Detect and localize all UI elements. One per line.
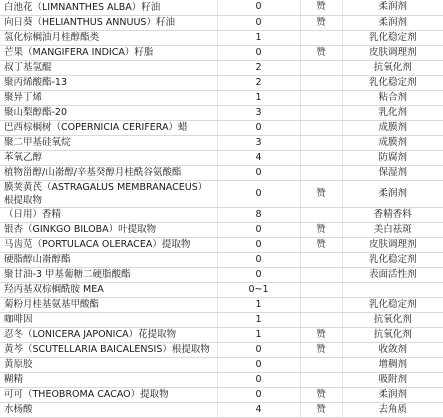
ingredient-purpose: 表面活性剂 xyxy=(342,267,443,282)
table-row xyxy=(0,60,443,75)
safety-score: 3 xyxy=(217,135,300,150)
safety-score: 4 xyxy=(217,402,300,417)
safety-score: 0 xyxy=(217,15,300,30)
acne-flag xyxy=(300,90,342,105)
safety-score: 0 xyxy=(217,372,300,387)
acne-flag xyxy=(300,282,342,297)
ingredient-purpose: 美白祛斑 xyxy=(342,222,443,237)
table-row xyxy=(0,75,443,90)
acne-flag xyxy=(300,165,342,180)
ingredient-name-text: 苯氧乙醇 xyxy=(4,152,43,163)
ingredient-name-text: 糊精 xyxy=(4,374,24,385)
acne-flag: 赞 xyxy=(300,180,342,207)
table-row xyxy=(0,252,443,267)
ingredient-name-text: 菊粉月桂基氨基甲酸酯 xyxy=(4,299,100,310)
ingredient-name-text: 黄芩（SCUTELLARIA BAICALENSIS）根提取物 xyxy=(4,344,210,355)
safety-score: 1 xyxy=(217,312,300,327)
safety-score: 1 xyxy=(217,30,300,45)
ingredient-purpose: 抗氧化剂 xyxy=(342,327,443,342)
safety-score: 0 xyxy=(217,267,300,282)
ingredient-purpose xyxy=(342,282,443,297)
safety-score: 3 xyxy=(217,105,300,120)
ingredient-name xyxy=(0,357,217,372)
ingredient-name-text: 可可（THEOBROMA CACAO）提取物 xyxy=(4,389,169,400)
table-row xyxy=(0,222,443,237)
table-row xyxy=(0,207,443,222)
ingredient-name xyxy=(0,372,217,387)
acne-flag xyxy=(300,120,342,135)
safety-score: 0 xyxy=(217,222,300,237)
ingredient-name-text: 膜荚黄芪（ASTRAGALUS MEMBRANACEUS） xyxy=(4,181,208,193)
acne-flag xyxy=(300,60,342,75)
ingredient-name xyxy=(0,30,217,45)
ingredient-purpose: 香精香料 xyxy=(342,207,443,222)
safety-score: 0 xyxy=(217,180,300,207)
safety-score: 0 xyxy=(217,252,300,267)
table-row xyxy=(0,150,443,165)
ingredient-name-text: 植物甾醇/山嵛醇/辛基癸醇月桂酰谷氨酸酯 xyxy=(4,167,182,178)
table-row xyxy=(0,267,443,282)
safety-score: 0 xyxy=(217,165,300,180)
acne-flag: 赞 xyxy=(300,222,342,237)
ingredient-name xyxy=(0,120,217,135)
acne-flag xyxy=(300,105,342,120)
ingredient-purpose: 柔润剂 xyxy=(342,387,443,402)
acne-flag: 赞 xyxy=(300,342,342,357)
ingredient-name-text: 聚山梨醇酯-20 xyxy=(4,107,68,118)
table-row xyxy=(0,135,443,150)
table-row xyxy=(0,237,443,252)
ingredient-purpose: 柔润剂 xyxy=(342,180,443,207)
ingredient-purpose: 增稠剂 xyxy=(342,357,443,372)
ingredient-name-text: 聚异丁烯 xyxy=(4,92,43,103)
ingredient-name-text: 向日葵（HELIANTHUS ANNUUS）籽油 xyxy=(4,17,175,28)
ingredient-purpose: 防腐剂 xyxy=(342,150,443,165)
safety-score: 1 xyxy=(217,327,300,342)
ingredient-purpose: 乳化稳定剂 xyxy=(342,75,443,90)
ingredient-name xyxy=(0,75,217,90)
table-row xyxy=(0,45,443,60)
ingredient-name xyxy=(0,165,217,180)
ingredient-purpose: 柔润剂 xyxy=(342,15,443,30)
table-row xyxy=(0,30,443,45)
safety-score: 0 xyxy=(217,237,300,252)
table-row xyxy=(0,282,443,297)
acne-flag xyxy=(300,207,342,222)
ingredient-purpose: 抗氧化剂 xyxy=(342,312,443,327)
table-row xyxy=(0,387,443,402)
safety-score: 0 xyxy=(217,342,300,357)
acne-flag: 赞 xyxy=(300,387,342,402)
acne-flag xyxy=(300,135,342,150)
table-row xyxy=(0,15,443,30)
safety-score: 0 xyxy=(217,45,300,60)
acne-flag xyxy=(300,30,342,45)
table-row xyxy=(0,165,443,180)
ingredient-name xyxy=(0,402,217,417)
safety-score: 2 xyxy=(217,75,300,90)
table-row xyxy=(0,297,443,312)
table-row xyxy=(0,327,443,342)
ingredient-name-text: 马齿苋（PORTULACA OLERACEA）提取物 xyxy=(4,239,191,250)
ingredient-name xyxy=(0,0,217,15)
ingredient-name-text: 聚二甲基硅氧烷 xyxy=(4,137,71,148)
acne-flag xyxy=(300,357,342,372)
ingredient-name-text: 咖啡因 xyxy=(4,314,33,325)
ingredient-name xyxy=(0,282,217,297)
ingredient-name xyxy=(0,135,217,150)
safety-score: 0 xyxy=(217,387,300,402)
ingredient-name xyxy=(0,387,217,402)
ingredient-name-text: 忍冬（LONICERA JAPONICA）花提取物 xyxy=(4,329,177,340)
acne-flag: 赞 xyxy=(300,402,342,417)
ingredient-purpose: 去角质 xyxy=(342,402,443,417)
ingredient-purpose: 成膜剂 xyxy=(342,120,443,135)
ingredient-name-text: 白池花（LIMNANTHES ALBA）籽油 xyxy=(4,1,161,13)
ingredient-name xyxy=(0,105,217,120)
table-row xyxy=(0,342,443,357)
ingredient-name xyxy=(0,237,217,252)
acne-flag xyxy=(300,372,342,387)
ingredient-purpose: 收敛剂 xyxy=(342,342,443,357)
ingredient-name-text: 黄原胶 xyxy=(4,359,33,370)
acne-flag: 赞 xyxy=(300,0,342,15)
ingredient-name-text: 聚甘油-3 甲基葡糖二硬脂酸酯 xyxy=(4,269,131,280)
ingredient-name xyxy=(0,180,217,207)
ingredient-purpose: 皮肤调理剂 xyxy=(342,45,443,60)
acne-flag: 赞 xyxy=(300,327,342,342)
ingredient-purpose: 成膜剂 xyxy=(342,135,443,150)
acne-flag xyxy=(300,252,342,267)
ingredient-name xyxy=(0,252,217,267)
table-row xyxy=(0,0,443,15)
table-row xyxy=(0,90,443,105)
table-row xyxy=(0,357,443,372)
ingredient-name xyxy=(0,312,217,327)
ingredient-name xyxy=(0,267,217,282)
safety-score: 0 xyxy=(217,0,300,15)
safety-score: 4 xyxy=(217,150,300,165)
table-row xyxy=(0,372,443,387)
ingredient-name-text: 芒果（MANGIFERA INDICA）籽脂 xyxy=(4,47,154,58)
ingredient-purpose: 吸附剂 xyxy=(342,372,443,387)
safety-score: 2 xyxy=(217,60,300,75)
ingredient-name-text: 银杏（GINKGO BILOBA）叶提取物 xyxy=(4,224,157,235)
ingredient-name xyxy=(0,15,217,30)
safety-score: 0 xyxy=(217,120,300,135)
ingredient-purpose: 乳化稳定剂 xyxy=(342,252,443,267)
ingredient-name xyxy=(0,222,217,237)
ingredient-name xyxy=(0,45,217,60)
safety-score: 0 xyxy=(217,357,300,372)
acne-flag xyxy=(300,150,342,165)
ingredient-name xyxy=(0,90,217,105)
ingredient-name-text: 羟丙基双棕榈酰胺 MEA xyxy=(4,284,104,295)
ingredient-purpose: 抗氧化剂 xyxy=(342,60,443,75)
acne-flag xyxy=(300,312,342,327)
acne-flag: 赞 xyxy=(300,237,342,252)
acne-flag xyxy=(300,297,342,312)
ingredient-name-text: 氢化棕榈油月桂醇酯类 xyxy=(4,32,100,43)
safety-score: 0~1 xyxy=(217,282,300,297)
ingredient-name xyxy=(0,342,217,357)
ingredient-name-text: 水杨酸 xyxy=(4,404,33,415)
ingredient-name-text: （日用）香精 xyxy=(4,209,62,220)
acne-flag xyxy=(300,75,342,90)
ingredient-purpose: 柔润剂 xyxy=(342,0,443,15)
table-row xyxy=(0,312,443,327)
ingredient-purpose: 乳化稳定剂 xyxy=(342,30,443,45)
acne-flag xyxy=(300,267,342,282)
safety-score: 1 xyxy=(217,297,300,312)
ingredient-name xyxy=(0,207,217,222)
safety-score: 8 xyxy=(217,207,300,222)
ingredient-purpose: 乳化稳定剂 xyxy=(342,297,443,312)
acne-flag: 赞 xyxy=(300,15,342,30)
ingredient-purpose: 皮肤调理剂 xyxy=(342,237,443,252)
ingredient-name-text: 叔丁基氢醌 xyxy=(4,62,52,73)
safety-score: 1 xyxy=(217,90,300,105)
ingredient-name xyxy=(0,297,217,312)
table-row xyxy=(0,180,443,207)
ingredient-name-text: 硬脂醇山嵛醇酯 xyxy=(4,254,71,265)
ingredient-name xyxy=(0,150,217,165)
table-row xyxy=(0,402,443,417)
ingredient-purpose: 乳化剂 xyxy=(342,105,443,120)
acne-flag: 赞 xyxy=(300,45,342,60)
ingredient-purpose: 保湿剂 xyxy=(342,165,443,180)
ingredient-name xyxy=(0,327,217,342)
table-row xyxy=(0,120,443,135)
ingredient-name xyxy=(0,60,217,75)
ingredient-purpose: 粘合剂 xyxy=(342,90,443,105)
ingredient-name-text: 巴西棕榈树（COPERNICIA CERIFERA）蜡 xyxy=(4,122,188,133)
ingredient-name-text: 聚丙烯酸酯-13 xyxy=(4,77,68,88)
ingredient-name-text-continued: 根提取物 xyxy=(4,194,43,206)
table-row xyxy=(0,105,443,120)
